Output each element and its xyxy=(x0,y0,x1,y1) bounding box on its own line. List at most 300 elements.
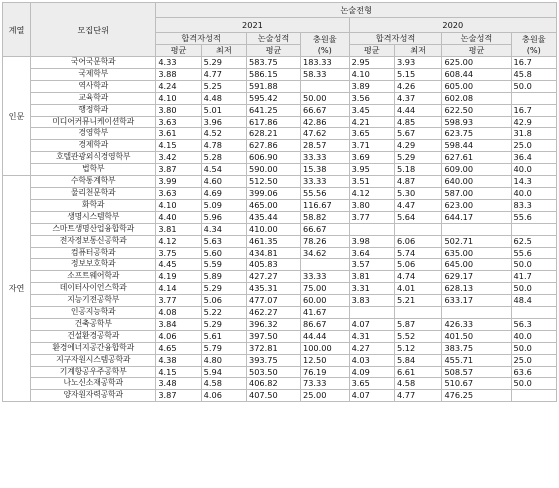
category-cell: 인문 xyxy=(3,57,31,176)
fill-rate-2021-cell: 15.38 xyxy=(301,164,350,176)
essay-2021-cell: 641.25 xyxy=(247,104,301,116)
essay-2021-cell: 583.75 xyxy=(247,57,301,69)
avg-2021-cell: 4.14 xyxy=(156,283,201,295)
header-2021-converted-grade: 합격자성적 xyxy=(156,33,247,45)
fill-rate-2020-cell: 16.7 xyxy=(511,57,556,69)
fill-rate-2021-cell: 33.33 xyxy=(301,271,350,283)
avg-2021-cell: 4.33 xyxy=(156,57,201,69)
min-2020-cell: 3.93 xyxy=(394,57,442,69)
avg-2020-cell: 3.83 xyxy=(349,295,394,307)
min-2021-cell: 5.06 xyxy=(201,295,246,307)
table-row xyxy=(3,390,557,402)
min-2020-cell: 4.44 xyxy=(394,104,442,116)
fill-rate-2021-cell: 116.67 xyxy=(301,199,350,211)
essay-2020-cell: 605.00 xyxy=(442,80,511,92)
min-2020-cell: 5.30 xyxy=(394,187,442,199)
fill-rate-2021-cell xyxy=(301,259,350,271)
essay-2021-cell: 435.31 xyxy=(247,283,301,295)
essay-2021-cell: 503.50 xyxy=(247,366,301,378)
min-2020-cell: 4.74 xyxy=(394,271,442,283)
fill-rate-2020-cell: 25.0 xyxy=(511,354,556,366)
avg-2020-cell: 3.69 xyxy=(349,152,394,164)
table-row xyxy=(3,104,557,116)
essay-2020-cell: 623.75 xyxy=(442,128,511,140)
avg-2021-cell: 4.65 xyxy=(156,342,201,354)
header-2021-min: 최저 xyxy=(201,45,246,57)
avg-2020-cell: 3.80 xyxy=(349,199,394,211)
min-2020-cell: 4.77 xyxy=(394,390,442,402)
avg-2021-cell: 4.45 xyxy=(156,259,201,271)
table-row xyxy=(3,295,557,307)
fill-rate-2021-cell: 76.19 xyxy=(301,366,350,378)
unit-name-cell: 스마트생명산업융합학과 xyxy=(31,223,156,235)
fill-rate-2021-cell: 42.86 xyxy=(301,116,350,128)
avg-2020-cell: 4.09 xyxy=(349,366,394,378)
essay-2020-cell: 627.61 xyxy=(442,152,511,164)
essay-2021-cell: 617.86 xyxy=(247,116,301,128)
essay-2020-cell: 622.50 xyxy=(442,104,511,116)
table-row xyxy=(3,307,557,319)
fill-rate-2021-cell: 66.67 xyxy=(301,223,350,235)
avg-2021-cell: 4.10 xyxy=(156,199,201,211)
fill-rate-2020-cell: 48.4 xyxy=(511,295,556,307)
essay-2020-cell: 625.00 xyxy=(442,57,511,69)
min-2021-cell: 4.60 xyxy=(201,176,246,188)
essay-2021-cell: 477.07 xyxy=(247,295,301,307)
min-2021-cell: 5.96 xyxy=(201,211,246,223)
fill-rate-2021-cell: 60.00 xyxy=(301,295,350,307)
avg-2021-cell: 4.38 xyxy=(156,354,201,366)
fill-rate-2020-cell: 50.0 xyxy=(511,283,556,295)
essay-2020-cell: 640.00 xyxy=(442,176,511,188)
min-2020-cell: 5.64 xyxy=(394,211,442,223)
min-2020-cell: 5.67 xyxy=(394,128,442,140)
essay-2021-cell: 399.06 xyxy=(247,187,301,199)
table-row xyxy=(3,378,557,390)
min-2021-cell: 4.06 xyxy=(201,390,246,402)
min-2020-cell: 4.58 xyxy=(394,378,442,390)
fill-rate-2020-cell xyxy=(511,390,556,402)
avg-2020-cell: 3.65 xyxy=(349,378,394,390)
essay-2021-cell: 427.27 xyxy=(247,271,301,283)
avg-2020-cell: 3.81 xyxy=(349,271,394,283)
essay-2020-cell: 609.00 xyxy=(442,164,511,176)
min-2020-cell: 5.06 xyxy=(394,259,442,271)
fill-rate-2021-cell: 78.26 xyxy=(301,235,350,247)
table-row xyxy=(3,235,557,247)
header-2021-avg: 평균 xyxy=(156,45,201,57)
fill-rate-2020-cell: 62.5 xyxy=(511,235,556,247)
essay-2020-cell: 426.33 xyxy=(442,318,511,330)
avg-2020-cell: 3.51 xyxy=(349,176,394,188)
min-2020-cell: 4.37 xyxy=(394,92,442,104)
min-2021-cell: 5.28 xyxy=(201,152,246,164)
essay-2020-cell: 476.25 xyxy=(442,390,511,402)
min-2021-cell: 4.77 xyxy=(201,68,246,80)
avg-2021-cell: 3.87 xyxy=(156,164,201,176)
fill-rate-2020-cell xyxy=(511,92,556,104)
table-row xyxy=(3,366,557,378)
table-row xyxy=(3,176,557,188)
fill-rate-2021-cell: 33.33 xyxy=(301,152,350,164)
min-2020-cell: 4.87 xyxy=(394,176,442,188)
avg-2021-cell: 3.61 xyxy=(156,128,201,140)
fill-rate-2021-cell: 50.00 xyxy=(301,92,350,104)
min-2021-cell: 5.25 xyxy=(201,80,246,92)
essay-2020-cell: 635.00 xyxy=(442,247,511,259)
avg-2021-cell: 4.06 xyxy=(156,330,201,342)
header-2020-essay-grade: 논술성적 xyxy=(442,33,511,45)
min-2020-cell: 5.74 xyxy=(394,247,442,259)
essay-2021-cell: 606.90 xyxy=(247,152,301,164)
avg-2021-cell: 3.84 xyxy=(156,318,201,330)
essay-2020-cell: 608.44 xyxy=(442,68,511,80)
min-2020-cell: 5.84 xyxy=(394,354,442,366)
fill-rate-2021-cell: 75.00 xyxy=(301,283,350,295)
essay-2021-cell: 512.50 xyxy=(247,176,301,188)
avg-2020-cell: 3.77 xyxy=(349,211,394,223)
fill-rate-2021-cell: 25.00 xyxy=(301,390,350,402)
fill-rate-2020-cell: 50.0 xyxy=(511,378,556,390)
table-row xyxy=(3,164,557,176)
table-row xyxy=(3,223,557,235)
avg-2020-cell: 4.21 xyxy=(349,116,394,128)
essay-2021-cell: 435.44 xyxy=(247,211,301,223)
unit-name-cell: 전자정보통신공학과 xyxy=(31,235,156,247)
fill-rate-2021-cell: 183.33 xyxy=(301,57,350,69)
min-2021-cell: 4.54 xyxy=(201,164,246,176)
header-2020-avg: 평균 xyxy=(349,45,394,57)
unit-name-cell: 경영학부 xyxy=(31,128,156,140)
avg-2020-cell: 3.57 xyxy=(349,259,394,271)
avg-2021-cell: 4.10 xyxy=(156,92,201,104)
min-2021-cell: 4.34 xyxy=(201,223,246,235)
fill-rate-2021-cell: 33.33 xyxy=(301,176,350,188)
min-2020-cell: 5.15 xyxy=(394,68,442,80)
min-2021-cell: 5.09 xyxy=(201,199,246,211)
min-2021-cell: 5.60 xyxy=(201,247,246,259)
min-2020-cell xyxy=(394,223,442,235)
unit-name-cell: 경제학과 xyxy=(31,140,156,152)
essay-2021-cell: 591.88 xyxy=(247,80,301,92)
min-2021-cell: 5.79 xyxy=(201,342,246,354)
essay-2021-cell: 465.00 xyxy=(247,199,301,211)
fill-rate-2021-cell: 66.67 xyxy=(301,104,350,116)
fill-rate-2021-cell: 34.62 xyxy=(301,247,350,259)
fill-rate-2020-cell: 42.9 xyxy=(511,116,556,128)
min-2021-cell: 4.52 xyxy=(201,128,246,140)
fill-rate-2021-cell: 12.50 xyxy=(301,354,350,366)
avg-2020-cell: 3.56 xyxy=(349,92,394,104)
table-row xyxy=(3,354,557,366)
unit-name-cell: 소프트웨어학과 xyxy=(31,271,156,283)
essay-2020-cell: 628.13 xyxy=(442,283,511,295)
unit-name-cell: 교육학과 xyxy=(31,92,156,104)
fill-rate-2020-cell xyxy=(511,307,556,319)
unit-name-cell: 지능기전공학부 xyxy=(31,295,156,307)
essay-2021-cell: 590.00 xyxy=(247,164,301,176)
avg-2021-cell: 4.19 xyxy=(156,271,201,283)
fill-rate-2020-cell: 55.6 xyxy=(511,211,556,223)
table-row xyxy=(3,330,557,342)
essay-2021-cell: 396.32 xyxy=(247,318,301,330)
avg-2020-cell: 3.95 xyxy=(349,164,394,176)
essay-2021-cell: 393.75 xyxy=(247,354,301,366)
fill-rate-2020-cell: 40.0 xyxy=(511,164,556,176)
table-row xyxy=(3,259,557,271)
avg-2020-cell: 3.89 xyxy=(349,80,394,92)
table-row xyxy=(3,271,557,283)
min-2020-cell: 5.12 xyxy=(394,342,442,354)
min-2020-cell: 4.29 xyxy=(394,140,442,152)
fill-rate-2021-cell: 58.33 xyxy=(301,68,350,80)
avg-2021-cell: 3.42 xyxy=(156,152,201,164)
table-row xyxy=(3,57,557,69)
avg-2020-cell: 4.07 xyxy=(349,390,394,402)
table-row xyxy=(3,211,557,223)
fill-rate-2020-cell: 55.6 xyxy=(511,247,556,259)
essay-2020-cell: 455.71 xyxy=(442,354,511,366)
unit-name-cell: 데이터사이언스학과 xyxy=(31,283,156,295)
fill-rate-2020-cell: 50.0 xyxy=(511,259,556,271)
min-2020-cell: 5.52 xyxy=(394,330,442,342)
min-2021-cell: 4.48 xyxy=(201,92,246,104)
essay-2020-cell: 383.75 xyxy=(442,342,511,354)
fill-rate-2021-cell: 73.33 xyxy=(301,378,350,390)
min-2021-cell: 5.22 xyxy=(201,307,246,319)
essay-2021-cell: 595.42 xyxy=(247,92,301,104)
unit-name-cell: 국제학부 xyxy=(31,68,156,80)
avg-2020-cell: 3.65 xyxy=(349,128,394,140)
min-2021-cell: 5.89 xyxy=(201,271,246,283)
min-2021-cell: 4.58 xyxy=(201,378,246,390)
essay-2021-cell: 628.21 xyxy=(247,128,301,140)
essay-2020-cell: 598.44 xyxy=(442,140,511,152)
fill-rate-2021-cell: 100.00 xyxy=(301,342,350,354)
avg-2021-cell: 3.48 xyxy=(156,378,201,390)
header-2021-essay-grade: 논술성적 xyxy=(247,33,301,45)
fill-rate-2021-cell: 47.62 xyxy=(301,128,350,140)
avg-2021-cell: 3.75 xyxy=(156,247,201,259)
avg-2021-cell: 3.77 xyxy=(156,295,201,307)
header-2021-fill-rate: 충원율 (%) xyxy=(301,33,350,57)
min-2020-cell: 5.29 xyxy=(394,152,442,164)
essay-2020-cell: 645.00 xyxy=(442,259,511,271)
avg-2020-cell: 4.07 xyxy=(349,318,394,330)
fill-rate-2020-cell: 50.0 xyxy=(511,80,556,92)
min-2021-cell: 4.69 xyxy=(201,187,246,199)
header-2020-converted-grade: 합격자성적 xyxy=(349,33,442,45)
unit-name-cell: 환경에너지공간융합학과 xyxy=(31,342,156,354)
unit-name-cell: 건설환경공학과 xyxy=(31,330,156,342)
min-2020-cell: 5.21 xyxy=(394,295,442,307)
fill-rate-2020-cell: 16.7 xyxy=(511,104,556,116)
min-2020-cell: 6.06 xyxy=(394,235,442,247)
min-2020-cell: 6.61 xyxy=(394,366,442,378)
essay-2020-cell xyxy=(442,223,511,235)
header-unit: 모집단위 xyxy=(31,3,156,57)
unit-name-cell: 기계항공우주공학부 xyxy=(31,366,156,378)
essay-2020-cell: 587.00 xyxy=(442,187,511,199)
essay-2020-cell: 633.17 xyxy=(442,295,511,307)
essay-2020-cell: 602.08 xyxy=(442,92,511,104)
unit-name-cell: 미디어커뮤니케이션학과 xyxy=(31,116,156,128)
fill-rate-2020-cell: 41.7 xyxy=(511,271,556,283)
avg-2021-cell: 3.88 xyxy=(156,68,201,80)
fill-rate-2021-cell: 86.67 xyxy=(301,318,350,330)
essay-2021-cell: 461.35 xyxy=(247,235,301,247)
table-row xyxy=(3,247,557,259)
table-body xyxy=(3,57,557,402)
min-2021-cell: 5.59 xyxy=(201,259,246,271)
essay-2021-cell: 586.15 xyxy=(247,68,301,80)
table-row xyxy=(3,80,557,92)
table-header xyxy=(3,3,557,57)
avg-2021-cell: 4.24 xyxy=(156,80,201,92)
header-year-2020: 2020 xyxy=(349,18,556,33)
avg-2020-cell: 2.95 xyxy=(349,57,394,69)
min-2021-cell: 5.29 xyxy=(201,283,246,295)
avg-2021-cell: 3.81 xyxy=(156,223,201,235)
min-2020-cell: 4.01 xyxy=(394,283,442,295)
unit-name-cell: 생명시스템학부 xyxy=(31,211,156,223)
unit-name-cell: 수학통계학부 xyxy=(31,176,156,188)
essay-2020-cell xyxy=(442,307,511,319)
unit-name-cell: 호텔관광외식경영학부 xyxy=(31,152,156,164)
essay-2021-cell: 627.86 xyxy=(247,140,301,152)
fill-rate-2020-cell: 25.0 xyxy=(511,140,556,152)
fill-rate-2020-cell: 14.3 xyxy=(511,176,556,188)
min-2021-cell: 5.29 xyxy=(201,318,246,330)
unit-name-cell: 정보보호학과 xyxy=(31,259,156,271)
header-year-2021: 2021 xyxy=(156,18,349,33)
min-2020-cell: 4.47 xyxy=(394,199,442,211)
unit-name-cell: 지구자원시스템공학과 xyxy=(31,354,156,366)
fill-rate-2020-cell: 40.0 xyxy=(511,330,556,342)
min-2020-cell xyxy=(394,307,442,319)
avg-2021-cell: 4.15 xyxy=(156,140,201,152)
unit-name-cell: 인공지능학과 xyxy=(31,307,156,319)
essay-2021-cell: 372.81 xyxy=(247,342,301,354)
unit-name-cell: 양자원자력공학과 xyxy=(31,390,156,402)
essay-2020-cell: 644.17 xyxy=(442,211,511,223)
avg-2020-cell: 3.98 xyxy=(349,235,394,247)
essay-2020-cell: 598.93 xyxy=(442,116,511,128)
fill-rate-2021-cell: 41.67 xyxy=(301,307,350,319)
avg-2020-cell: 4.31 xyxy=(349,330,394,342)
avg-2020-cell: 3.71 xyxy=(349,140,394,152)
fill-rate-2020-cell: 31.8 xyxy=(511,128,556,140)
table-row xyxy=(3,92,557,104)
essay-2021-cell: 397.50 xyxy=(247,330,301,342)
min-2020-cell: 5.87 xyxy=(394,318,442,330)
admission-results-table xyxy=(2,2,557,402)
fill-rate-2021-cell: 55.56 xyxy=(301,187,350,199)
header-track: 논술전형 xyxy=(156,3,557,18)
table-row xyxy=(3,199,557,211)
fill-rate-2021-cell: 58.82 xyxy=(301,211,350,223)
table-row xyxy=(3,283,557,295)
avg-2020-cell: 3.64 xyxy=(349,247,394,259)
avg-2021-cell: 3.63 xyxy=(156,116,201,128)
fill-rate-2021-cell: 44.44 xyxy=(301,330,350,342)
avg-2021-cell: 3.99 xyxy=(156,176,201,188)
fill-rate-2020-cell xyxy=(511,223,556,235)
min-2021-cell: 5.61 xyxy=(201,330,246,342)
essay-2020-cell: 623.00 xyxy=(442,199,511,211)
essay-2021-cell: 407.50 xyxy=(247,390,301,402)
fill-rate-2020-cell: 63.6 xyxy=(511,366,556,378)
essay-2020-cell: 629.17 xyxy=(442,271,511,283)
min-2021-cell: 5.01 xyxy=(201,104,246,116)
essay-2020-cell: 508.57 xyxy=(442,366,511,378)
table-row xyxy=(3,187,557,199)
avg-2020-cell: 4.12 xyxy=(349,187,394,199)
unit-name-cell: 컴퓨터공학과 xyxy=(31,247,156,259)
fill-rate-2020-cell: 56.3 xyxy=(511,318,556,330)
avg-2021-cell: 3.87 xyxy=(156,390,201,402)
unit-name-cell: 화학과 xyxy=(31,199,156,211)
min-2020-cell: 5.18 xyxy=(394,164,442,176)
table-row xyxy=(3,140,557,152)
fill-rate-2020-cell: 83.3 xyxy=(511,199,556,211)
unit-name-cell: 국어국문학과 xyxy=(31,57,156,69)
avg-2020-cell: 4.03 xyxy=(349,354,394,366)
avg-2020-cell xyxy=(349,307,394,319)
avg-2021-cell: 3.63 xyxy=(156,187,201,199)
header-2020-essay-avg: 평균 xyxy=(442,45,511,57)
min-2021-cell: 4.78 xyxy=(201,140,246,152)
essay-2021-cell: 434.81 xyxy=(247,247,301,259)
avg-2021-cell: 4.15 xyxy=(156,366,201,378)
min-2020-cell: 4.85 xyxy=(394,116,442,128)
header-2021-essay-avg: 평균 xyxy=(247,45,301,57)
essay-2021-cell: 405.83 xyxy=(247,259,301,271)
unit-name-cell: 법학부 xyxy=(31,164,156,176)
essay-2021-cell: 406.82 xyxy=(247,378,301,390)
avg-2020-cell: 4.27 xyxy=(349,342,394,354)
header-category: 계열 xyxy=(3,3,31,57)
unit-name-cell: 건축공학부 xyxy=(31,318,156,330)
fill-rate-2020-cell: 36.4 xyxy=(511,152,556,164)
header-2020-min: 최저 xyxy=(394,45,442,57)
unit-name-cell: 물리천문학과 xyxy=(31,187,156,199)
essay-2020-cell: 401.50 xyxy=(442,330,511,342)
avg-2020-cell: 4.10 xyxy=(349,68,394,80)
table-row xyxy=(3,68,557,80)
fill-rate-2020-cell: 40.0 xyxy=(511,187,556,199)
essay-2020-cell: 510.67 xyxy=(442,378,511,390)
table-row xyxy=(3,128,557,140)
fill-rate-2020-cell: 50.0 xyxy=(511,342,556,354)
min-2021-cell: 5.63 xyxy=(201,235,246,247)
avg-2021-cell: 4.12 xyxy=(156,235,201,247)
table-row xyxy=(3,342,557,354)
unit-name-cell: 행정학과 xyxy=(31,104,156,116)
fill-rate-2021-cell: 28.57 xyxy=(301,140,350,152)
avg-2020-cell: 3.31 xyxy=(349,283,394,295)
min-2020-cell: 4.26 xyxy=(394,80,442,92)
min-2021-cell: 3.96 xyxy=(201,116,246,128)
avg-2021-cell: 3.80 xyxy=(156,104,201,116)
essay-2021-cell: 410.00 xyxy=(247,223,301,235)
min-2021-cell: 5.29 xyxy=(201,57,246,69)
avg-2020-cell xyxy=(349,223,394,235)
unit-name-cell: 나노신소재공학과 xyxy=(31,378,156,390)
avg-2021-cell: 4.08 xyxy=(156,307,201,319)
essay-2020-cell: 502.71 xyxy=(442,235,511,247)
fill-rate-2020-cell: 45.8 xyxy=(511,68,556,80)
